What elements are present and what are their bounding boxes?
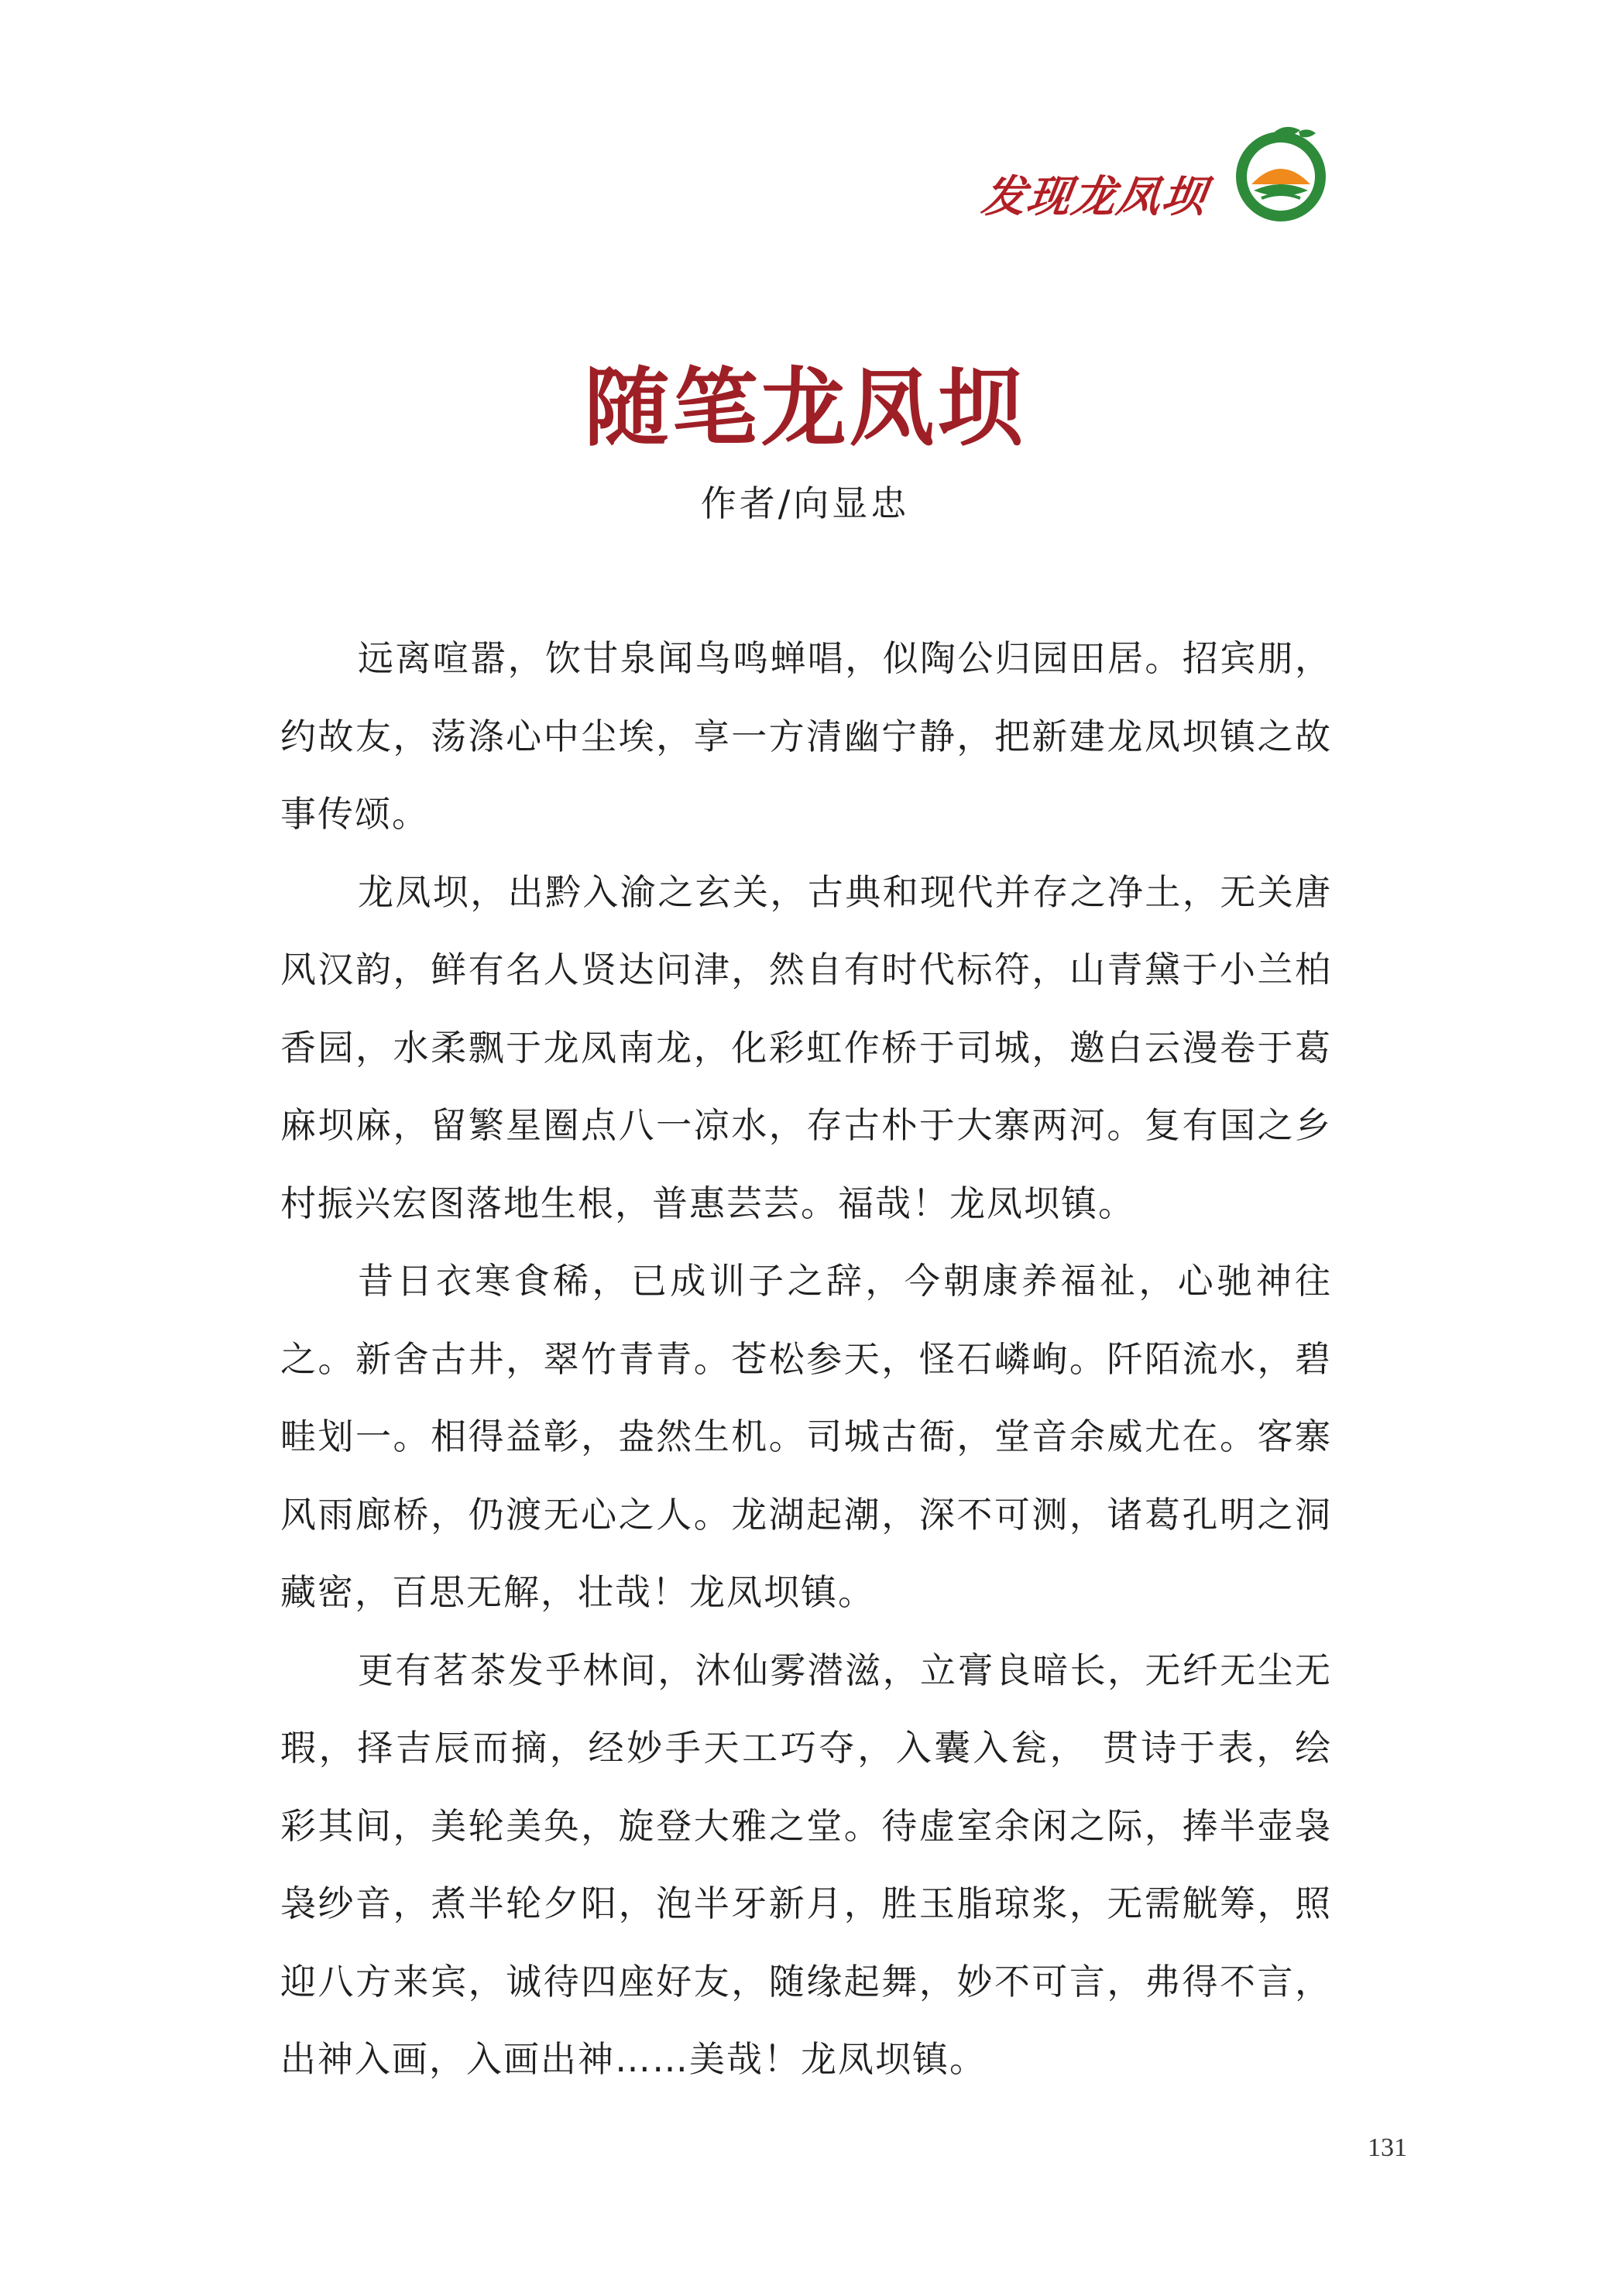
article-byline: 作者/向显忠 [700,482,910,524]
article-body [280,619,1332,2099]
green-globe-emblem-icon [1231,124,1331,225]
article-paragraph: 远离喧嚣，饮甘泉闻鸟鸣蝉唱，似陶公归园田居。招宾朋，约故友，荡涤心中尘埃，享一方清幽宁静，把新建龙凤坝镇之故事传颂。 [280,637,1332,835]
article-paragraph: 更有茗茶发乎林间，沐仙雾潜滋，立膏良暗长，无纤无尘无瑕，择吉辰而摘，经妙手天工巧夺，入囊入瓮， 贯诗于表，绘彩其间，美轮美奂，旋登大雅之堂。待虚室余闲之际，捧半壶袅袅纱音，煮半轮夕阳，泡半牙新月，胜玉脂琼浆，无需觥筹，照迎八方来宾，诚待四座好友，随缘起舞，妙不可言，弗得不言，出神入画，入画出神……美哉！龙凤坝镇。 [280,1649,1332,2080]
article-paragraph: 昔日衣寒食稀，已成训子之辞，今朝康养福祉，心驰神往之。新舍古井，翠竹青青。苍松参天，怪石嶙峋。阡陌流水，碧畦划一。相得益彰，盎然生机。司城古衙，堂音余威尤在。客寨风雨廊桥，仍渡无心之人。龙湖起潮，深不可测，诸葛孔明之洞藏密，百思无解，壮哉！龙凤坝镇。 [280,1260,1332,1613]
page-number: 131 [1368,2133,1407,2162]
article-title: 随笔龙凤坝 [584,358,1026,458]
header-logo [978,124,1339,240]
article-paragraph: 龙凤坝，出黔入渝之玄关，古典和现代并存之净土，无关唐风汉韵，鲜有名人贤达问津，然自有时代标符，山青黛于小兰柏香园，水柔飘于龙凤南龙，化彩虹作桥于司城，邀白云漫卷于葛麻坝麻，留繁星圈点八一凉水，存古朴于大寨两河。复有国之乡村振兴宏图落地生根，普惠芸芸。福哉！龙凤坝镇。 [280,870,1332,1224]
header-logo-text: 发现龙凤坝 [978,172,1210,222]
